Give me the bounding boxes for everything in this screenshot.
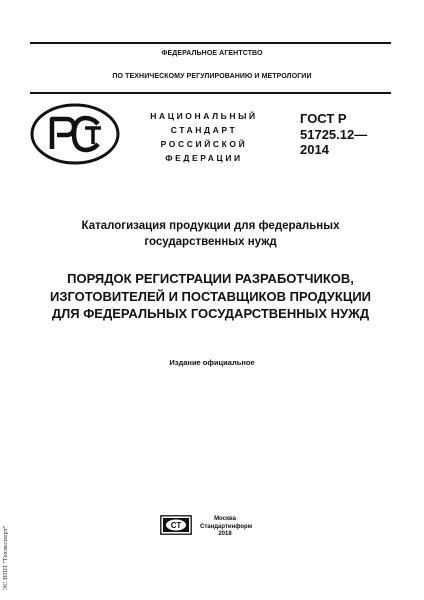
standartinform-logo-icon (160, 515, 192, 540)
standard-line: СТАНДАРТ (170, 125, 238, 135)
subtitle-line: Каталогизация продукции для федеральных (81, 220, 340, 232)
document-title (30, 270, 391, 323)
standard-code-line: ГОСТ Р (300, 111, 347, 126)
publisher-block (200, 516, 253, 539)
subtitle-line: государственных нужд (144, 236, 277, 248)
title-line: ДЛЯ ФЕДЕРАЛЬНЫХ ГОСУДАРСТВЕННЫХ НУЖД (51, 306, 370, 321)
publisher-city: Москва (214, 516, 236, 522)
title-line: ИЗГОТОВИТЕЛЕЙ И ПОСТАВЩИКОВ ПРОДУКЦИИ (49, 288, 372, 304)
header-rule (30, 92, 391, 94)
side-stamp-text: ЭС НПП "Техэксперт" (3, 525, 9, 590)
side-stamp (3, 520, 13, 596)
standard-line: ФЕДЕРАЦИИ (165, 153, 243, 163)
standard-code-line: 51725.12— (300, 126, 368, 142)
top-rule (30, 42, 391, 44)
standard-line: НАЦИОНАЛЬНЫЙ (150, 111, 258, 121)
standard-code (300, 111, 367, 158)
svg-text:СТ: СТ (170, 521, 182, 530)
standard-line: РОССИЙСКОЙ (160, 139, 248, 149)
agency-line-2: ПО ТЕХНИЧЕСКОМУ РЕГУЛИРОВАНИЮ И МЕТРОЛОГИИ (112, 73, 312, 80)
gost-r-logo-icon (30, 103, 120, 170)
document-subtitle (30, 218, 391, 250)
edition-note: Издание официальное (169, 358, 255, 367)
title-line: ПОРЯДОК РЕГИСТРАЦИИ РАЗРАБОТЧИКОВ, (67, 271, 354, 286)
agency-line-1: ФЕДЕРАЛЬНОЕ АГЕНТСТВО (161, 50, 263, 57)
publisher-year: 2018 (218, 531, 232, 537)
standard-label (130, 109, 278, 165)
publisher-name: Стандартинформ (200, 523, 253, 530)
standard-code-line: 2014 (300, 142, 329, 157)
